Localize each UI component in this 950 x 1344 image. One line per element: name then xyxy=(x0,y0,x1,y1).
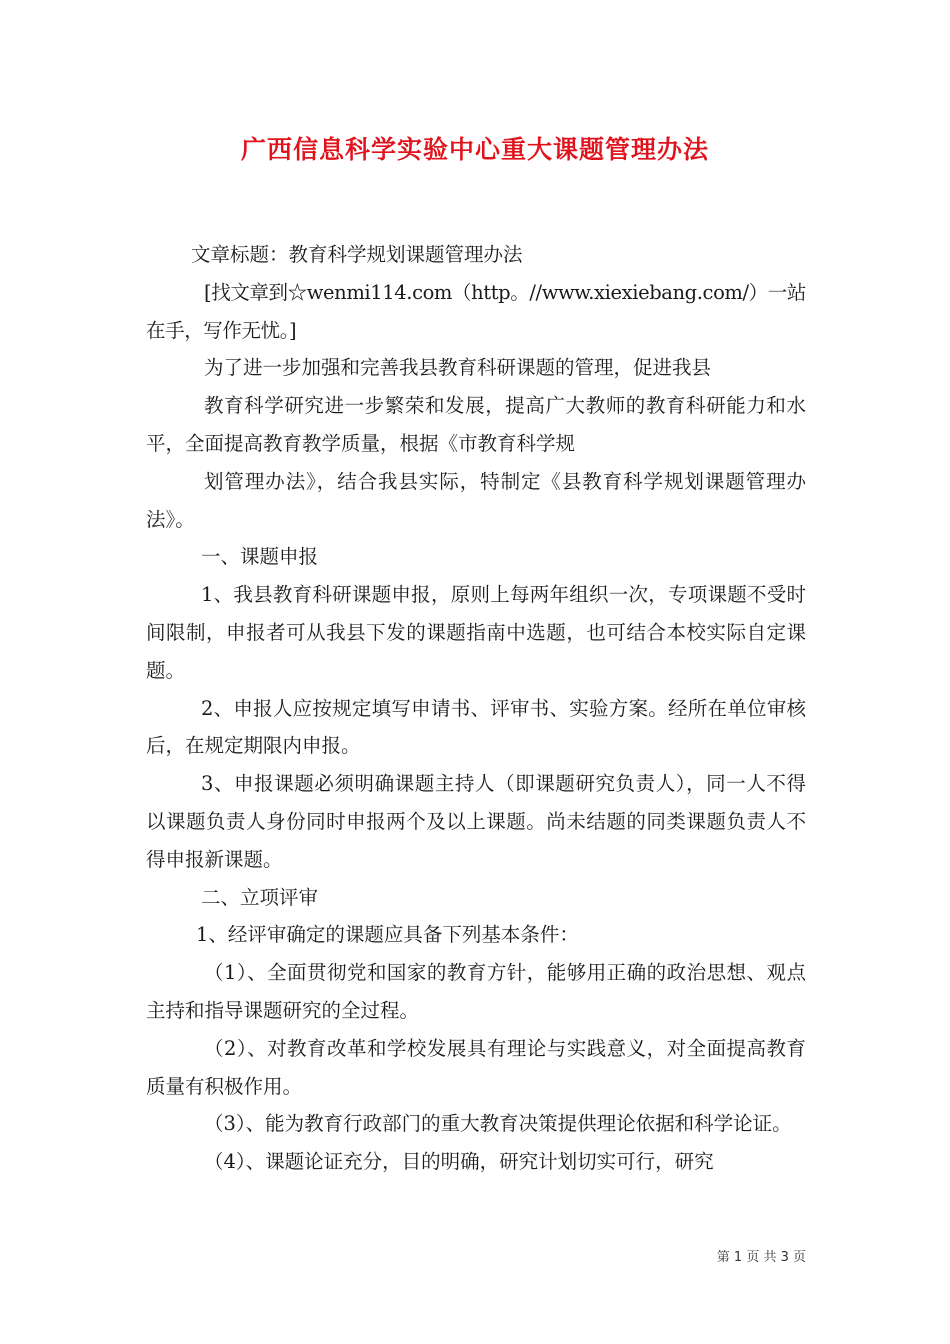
paragraph: 划管理办法》，结合我县实际，特制定《县教育科学规划课题管理办法》。 xyxy=(146,469,806,531)
document-body xyxy=(146,236,806,1181)
paragraph: 1、经评审确定的课题应具备下列基本条件： xyxy=(196,923,579,947)
article-title-line: 文章标题：教育科学规划课题管理办法 xyxy=(191,243,523,266)
list-item: （4）、课题论证充分，目的明确，研究计划切实可行，研究 xyxy=(204,1150,714,1174)
page-number: 第 1 页 共 3 页 xyxy=(716,1250,806,1265)
source-note: [找文章到☆wenmi114.com（http。//www.xiexiebang.com/）一站在手，写作无忧。] xyxy=(146,280,806,342)
document-title: 广西信息科学实验中心重大课题管理办法 xyxy=(240,135,709,164)
section-heading: 一、课题申报 xyxy=(201,545,319,569)
list-item: （2）、对教育改革和学校发展具有理论与实践意义，对全面提高教育质量有积极作用。 xyxy=(146,1036,806,1098)
section-heading: 二、立项评审 xyxy=(201,885,319,909)
list-item: （3）、能为教育行政部门的重大教育决策提供理论依据和科学论证。 xyxy=(204,1112,792,1136)
paragraph: 教育科学研究进一步繁荣和发展，提高广大教师的教育科研能力和水平，全面提高教育教学质量，根据《市教育科学规 xyxy=(146,394,806,455)
paragraph: 为了进一步加强和完善我县教育科研课题的管理，促进我县 xyxy=(204,356,712,380)
paragraph: 2、申报人应按规定填写申请书、评审书、实验方案。经所在单位审核后，在规定期限内申报。 xyxy=(146,696,806,758)
paragraph: 3、申报课题必须明确课题主持人（即课题研究负责人），同一人不得以课题负责人身份同时申报两个及以上课题。尚未结题的同类课题负责人不得申报新课题。 xyxy=(146,772,806,871)
paragraph: 1、我县教育科研课题申报，原则上每两年组织一次，专项课题不受时间限制，申报者可从我县下发的课题指南中选题，也可结合本校实际自定课题。 xyxy=(146,583,806,682)
list-item: （1）、全面贯彻党和国家的教育方针，能够用正确的政治思想、观点主持和指导课题研究的全过程。 xyxy=(146,961,806,1022)
